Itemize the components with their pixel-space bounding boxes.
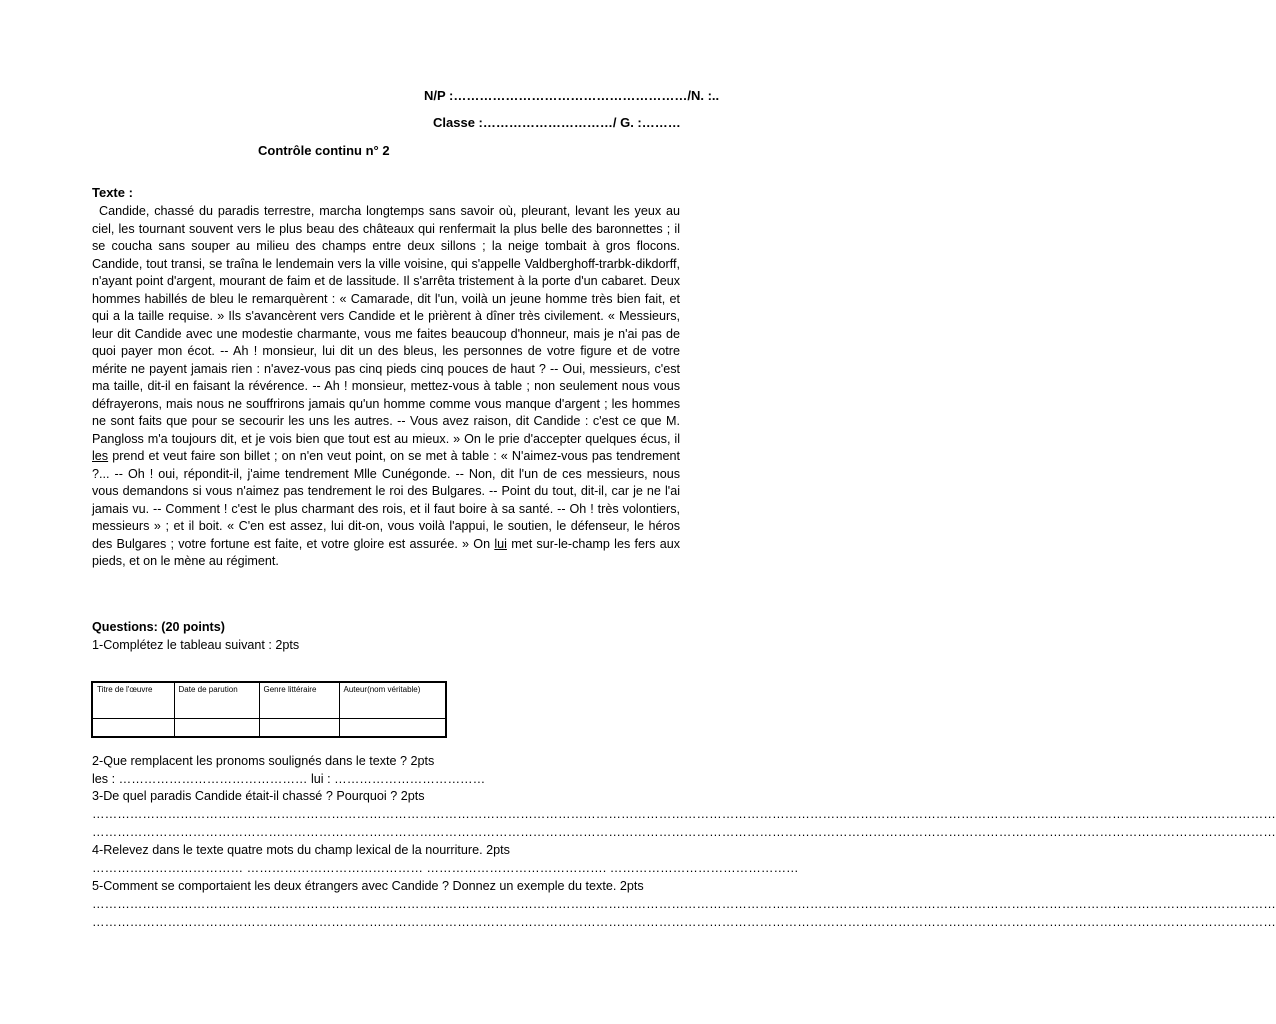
answer-dot-line[interactable]: ………………………………………………………………………………………………………………………………………………………………………………………………………………………………………………………… [92, 897, 1276, 911]
answer-dot-line[interactable]: ………………………………………………………………………………………………………………………………………………………………………………………………………………………………………………………… [92, 915, 1276, 929]
table-cell[interactable] [92, 719, 174, 738]
table-cell[interactable] [174, 719, 259, 738]
question-4-answer-line[interactable]: ……………………………… …………………………………… ……………………………………. ……………………………………… [92, 861, 799, 875]
texte-label: Texte : [92, 185, 133, 200]
answer-table [91, 681, 447, 738]
answer-dot-line[interactable]: ………………………………………………………………………………………………………………………………………………………………………………………………………………………………………………………… [92, 807, 1276, 821]
exam-title: Contrôle continu n° 2 [258, 143, 390, 158]
question-5: 5-Comment se comportaient les deux étrangers avec Candide ? Donnez un exemple du texte. 2pts [92, 879, 644, 893]
table-header-title: Titre de l'œuvre [92, 682, 174, 719]
question-2-answer-line[interactable]: les : ……………………………………… lui : ……………………………… [92, 772, 486, 786]
answer-dot-line[interactable]: ………………………………………………………………………………………………………………………………………………………………………………………………………………………………………………………… [92, 825, 1276, 839]
underlined-pronoun-les: les [92, 449, 109, 463]
student-name-line: N/P :………………………………………………/N. :.. [424, 88, 720, 103]
question-3: 3-De quel paradis Candide était-il chassé ? Pourquoi ? 2pts [92, 789, 425, 803]
question-2: 2-Que remplacent les pronoms soulignés dans le texte ? 2pts [92, 754, 435, 768]
question-1: 1-Complétez le tableau suivant : 2pts [92, 638, 300, 652]
texte-body [92, 203, 680, 571]
underlined-pronoun-lui: lui [494, 536, 507, 551]
table-cell[interactable] [339, 719, 446, 738]
table-header-author: Auteur(nom véritable) [339, 682, 446, 719]
questions-heading: Questions: (20 points) [92, 620, 225, 634]
table-header-date: Date de parution [174, 682, 259, 719]
question-4: 4-Relevez dans le texte quatre mots du champ lexical de la nourriture. 2pts [92, 843, 510, 857]
class-line: Classe :…………………………/ G. :……… [433, 115, 681, 130]
table-header-genre: Genre littéraire [259, 682, 339, 719]
table-cell[interactable] [259, 719, 339, 738]
texte-paragraph: Candide, chassé du paradis terrestre, marcha longtemps sans savoir où, pleurant, levant les yeux au ciel, les tournant souvent vers le plus beau des châteaux qui renfermait la plus belle des baronnettes ; il se coucha sans souper au milieu des champs entre deux sillons ; la neige tombait à gros flocons. Candide, tout transi, se traîna le lendemain vers la ville voisine, qui s'appelle Valdberghoff-trarbk-dikdorff, n'ayant point d'argent, mourant de faim et de lassitude. Il s'arrêta tristement à la porte d'un cabaret. Deux hommes habillés de bleu le remarquèrent : « Camarade, dit l'un, voilà un jeune homme très bien fait, et qui a la taille requise. » Ils s'avancèrent vers Candide et le prièrent à dîner très civilement. « Messieurs, leur dit Candide avec une modestie charmante, vous me faites beaucoup d'honneur, mais je n'ai pas de quoi payer mon écot. -- Ah ! monsieur, lui dit un des bleus, les personnes de votre figure et de votre mérite ne payent jamais rien : n'avez-vous pas cinq pieds cinq pouces de haut ? -- Oui, messieurs, c'est ma taille, dit-il en faisant la révérence. -- Ah ! monsieur, mettez-vous à table ; non seulement nous vous défrayerons, mais nous ne souffrirons jamais qu'un homme comme vous manque d'argent ; les hommes ne sont faits que pour se secourir les uns les autres. -- Vous avez raison, dit Candide : c'est ce que M. Pangloss m'a toujours dit, et je vois bien que tout est au mieux. » On le prie d'accepter quelques écus, il les prend et veut faire son billet ; on n'en veut point, on se met à table : « N'aimez-vous pas tendrement ?... -- Oh ! oui, répondit-il, j'aime tendrement Mlle Cunégonde. -- Non, dit l'un de ces messieurs, nous vous demandons si vous n'aimez pas tendrement le roi des Bulgares. -- Point du tout, dit-il, car je ne l'ai jamais vu. -- Comment ! c'est le plus charmant des rois, et il faut boire à sa santé. -- Oh ! très volontiers, messieurs » ; et il boit. « C'en est assez, lui dit-on, vous voilà l'appui, le soutien, le défenseur, le héros des Bulgares ; votre fortune est faite, et votre gloire est assurée. » On lui met sur-le-champ les fers aux pieds, et on le mène au régiment. [92, 204, 681, 568]
